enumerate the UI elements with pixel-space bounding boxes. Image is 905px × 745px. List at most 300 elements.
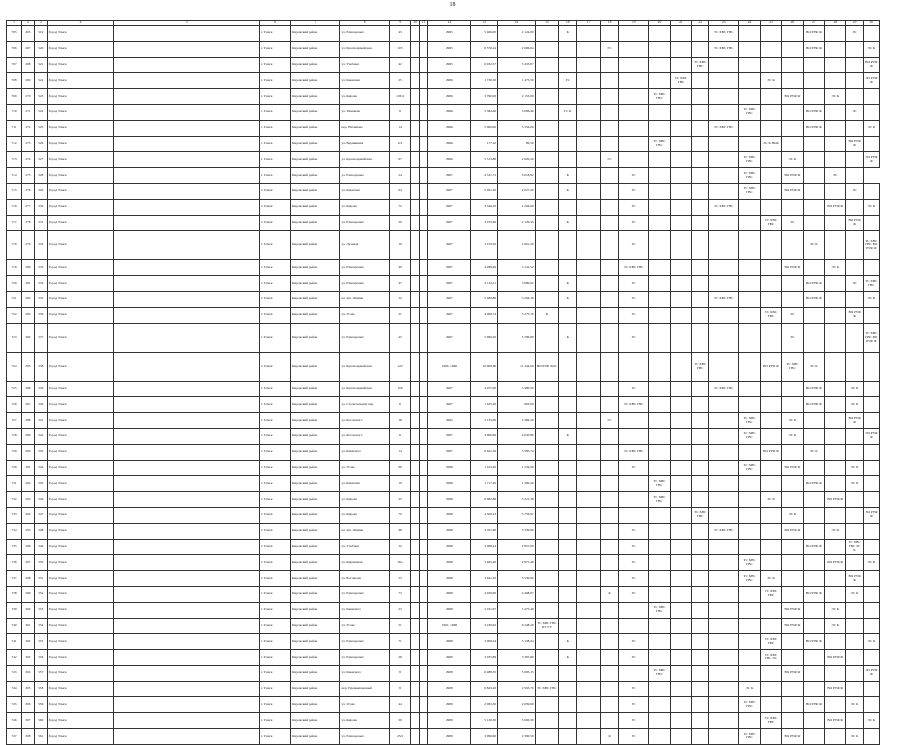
table-cell: [649, 215, 670, 231]
table-cell: [709, 215, 739, 231]
table-cell: 105: [389, 41, 410, 57]
table-cell: 530: [34, 199, 47, 215]
table-cell: [559, 681, 577, 697]
table-cell: 5 126,30: [471, 713, 498, 729]
table-cell: [803, 199, 824, 215]
table-cell: [692, 260, 709, 276]
table-cell: 3 080,02: [498, 276, 536, 292]
table-cell: [649, 352, 670, 381]
table-cell: [709, 444, 739, 460]
table-cell: [559, 199, 577, 215]
table-cell: [411, 307, 420, 323]
table-cell: 747: [7, 729, 22, 745]
table-cell: ТС ХВС ГВС: [739, 168, 760, 184]
table-cell: [709, 634, 739, 650]
table-cell: [782, 231, 803, 260]
column-number-header: 9: [389, 21, 410, 26]
table-cell: [739, 136, 760, 152]
table-cell: Город Томск: [47, 476, 113, 492]
table-cell: [619, 41, 649, 57]
table-cell: 275: [22, 168, 35, 184]
table-cell: г. Томск: [260, 152, 291, 168]
table-cell: 715: [7, 183, 22, 199]
table-cell: Кировский район: [291, 89, 340, 105]
table-cell: [692, 492, 709, 508]
table-cell: [670, 444, 691, 460]
table-cell: [601, 381, 619, 397]
table-cell: [760, 618, 781, 634]
table-cell: [863, 697, 879, 713]
table-cell: [419, 634, 428, 650]
column-number-header: 29: [846, 21, 863, 26]
table-cell: [419, 507, 428, 523]
table-cell: [411, 57, 420, 73]
table-cell: [825, 444, 846, 460]
table-cell: 6 082,86: [471, 492, 498, 508]
table-cell: ТС ХВС ГВС ВО РУФ Ф: [863, 323, 879, 352]
table-cell: [825, 586, 846, 602]
table-cell: ул. Елизаровых: [340, 215, 389, 231]
table-cell: [601, 57, 619, 73]
table-cell: К: [559, 26, 577, 42]
table-cell: ТС ХВС ГВС: [739, 729, 760, 745]
table-cell: К: [559, 215, 577, 231]
table-cell: Кировский район: [291, 260, 340, 276]
table-cell: [419, 26, 428, 42]
table-cell: [803, 650, 824, 666]
table-cell: ТС ХВС ГВС: [739, 413, 760, 429]
table-cell: [760, 428, 781, 444]
table-cell: Кировский район: [291, 428, 340, 444]
table-cell: [692, 618, 709, 634]
table-cell: Город Томск: [47, 260, 113, 276]
table-cell: [825, 323, 846, 352]
table-cell: 6 641,56: [471, 444, 498, 460]
table-cell: 746: [7, 713, 22, 729]
table-cell: Кировский район: [291, 460, 340, 476]
table-cell: [411, 523, 420, 539]
table-cell: ул. Тимакова: [340, 104, 389, 120]
table-cell: [692, 555, 709, 571]
table-cell: 545: [34, 476, 47, 492]
table-cell: [709, 73, 739, 89]
table-cell: ТС ХВС ГВС: [692, 352, 709, 381]
table-cell: [419, 571, 428, 587]
table-cell: 4 286,49: [471, 260, 498, 276]
table-cell: 529: [34, 183, 47, 199]
table-cell: ул. Елизаровых: [340, 729, 389, 745]
table-cell: ТС ХВС ГВС: [760, 586, 781, 602]
table-cell: ЭС К: [782, 413, 803, 429]
table-cell: ул. Кирова: [340, 492, 389, 508]
table-cell: ВО РУФ Ф: [825, 650, 846, 666]
table-cell: Город Томск: [47, 618, 113, 634]
table-cell: [411, 89, 420, 105]
table-cell: Город Томск: [47, 555, 113, 571]
table-cell: [670, 57, 691, 73]
table-cell: [709, 681, 739, 697]
table-cell: Город Томск: [47, 183, 113, 199]
table-cell: [846, 428, 863, 444]
table-cell: 269: [22, 73, 35, 89]
table-cell: ТС ХВС ГВС ВО РУФ Ф: [863, 231, 879, 260]
table-cell: 541: [34, 413, 47, 429]
table-cell: [803, 492, 824, 508]
table-cell: г. Томск: [260, 307, 291, 323]
table-cell: ул. Елизаровых: [340, 26, 389, 42]
table-row: [7, 136, 880, 152]
table-cell: 555: [34, 634, 47, 650]
table-cell: [114, 323, 260, 352]
table-cell: Город Томск: [47, 413, 113, 429]
table-cell: 742: [7, 650, 22, 666]
table-row: [7, 381, 880, 397]
table-cell: Город Томск: [47, 168, 113, 184]
table-cell: 3 000,30: [498, 713, 536, 729]
table-cell: [670, 555, 691, 571]
table-cell: 277: [22, 199, 35, 215]
table-cell: 28: [389, 650, 410, 666]
table-cell: [863, 215, 879, 231]
table-cell: ГС: [619, 729, 649, 745]
table-cell: [601, 697, 619, 713]
table-cell: 724: [7, 352, 22, 381]
table-cell: [411, 413, 420, 429]
table-cell: [846, 73, 863, 89]
table-cell: ГС: [619, 215, 649, 231]
table-cell: [825, 697, 846, 713]
table-cell: ЭС: [846, 183, 863, 199]
table-cell: [559, 152, 577, 168]
table-cell: ЭС К: [760, 73, 781, 89]
table-cell: [601, 460, 619, 476]
table-cell: [649, 231, 670, 260]
table-cell: [863, 476, 879, 492]
table-cell: [559, 120, 577, 136]
table-cell: ул. Красноармейская: [340, 381, 389, 397]
table-cell: [863, 444, 879, 460]
table-cell: [709, 586, 739, 602]
table-cell: 291: [22, 460, 35, 476]
table-cell: г. Томск: [260, 713, 291, 729]
table-cell: [846, 555, 863, 571]
table-cell: 2967: [428, 397, 471, 413]
table-cell: [535, 104, 559, 120]
table-cell: 67: [389, 152, 410, 168]
table-cell: 53: [389, 571, 410, 587]
table-cell: Город Томск: [47, 120, 113, 136]
table-cell: [739, 41, 760, 57]
table-cell: [419, 152, 428, 168]
table-cell: [709, 323, 739, 352]
table-cell: [692, 523, 709, 539]
table-cell: 560: [34, 713, 47, 729]
table-cell: [535, 291, 559, 307]
table-cell: [559, 571, 577, 587]
table-cell: ул. Елизаровых: [340, 260, 389, 276]
table-cell: ЭС К НОК: [760, 136, 781, 152]
column-number-header: 18: [601, 21, 619, 26]
table-cell: [846, 57, 863, 73]
table-cell: 49: [389, 260, 410, 276]
table-cell: 533: [34, 260, 47, 276]
table-cell: [692, 323, 709, 352]
table-cell: 286: [22, 381, 35, 397]
table-cell: г. Томск: [260, 729, 291, 745]
table-cell: [803, 571, 824, 587]
table-cell: 729: [7, 444, 22, 460]
table-cell: [411, 539, 420, 555]
table-cell: [739, 650, 760, 666]
table-cell: 3 909,24: [471, 634, 498, 650]
table-cell: [114, 136, 260, 152]
table-cell: ВО РУФ Ф: [803, 291, 824, 307]
table-cell: К: [559, 291, 577, 307]
table-cell: 276: [22, 183, 35, 199]
table-cell: Город Томск: [47, 650, 113, 666]
table-cell: [846, 618, 863, 634]
table-cell: 558: [34, 681, 47, 697]
table-cell: 3 480,20: [498, 381, 536, 397]
table-cell: [846, 260, 863, 276]
table-cell: [825, 26, 846, 42]
table-cell: [577, 323, 601, 352]
table-cell: ЭС К: [825, 89, 846, 105]
table-cell: [825, 665, 846, 681]
table-cell: [411, 260, 420, 276]
table-cell: Кировский район: [291, 492, 340, 508]
table-cell: [649, 428, 670, 444]
table-cell: [760, 460, 781, 476]
table-row: [7, 352, 880, 381]
table-cell: [825, 41, 846, 57]
table-cell: [535, 89, 559, 105]
table-cell: ГС К: [559, 104, 577, 120]
table-cell: [559, 57, 577, 73]
table-cell: ВО РУФ Ф: [782, 460, 803, 476]
table-cell: ул. Красноармейская: [340, 352, 389, 381]
table-row: [7, 586, 880, 602]
table-cell: [114, 291, 260, 307]
table-cell: 5 385,74: [498, 444, 536, 460]
table-cell: ГС: [619, 586, 649, 602]
table-cell: [670, 168, 691, 184]
table-cell: 735: [7, 539, 22, 555]
table-cell: [114, 618, 260, 634]
table-cell: ТС ХВС ГВС: [782, 352, 803, 381]
table-cell: [670, 460, 691, 476]
table-cell: 2 294,60: [498, 199, 536, 215]
table-cell: [649, 26, 670, 42]
table-cell: 2967: [428, 199, 471, 215]
table-cell: [601, 183, 619, 199]
table-cell: 536: [34, 307, 47, 323]
table-cell: ТС ХВС ГВС ЭС: [760, 650, 781, 666]
table-cell: Город Томск: [47, 634, 113, 650]
table-cell: К: [559, 183, 577, 199]
table-cell: [760, 152, 781, 168]
table-cell: ул. Красноармейская: [340, 152, 389, 168]
table-cell: ВО РУФ Ф: [760, 352, 781, 381]
table-cell: 2963: [428, 26, 471, 42]
table-cell: [114, 586, 260, 602]
table-cell: г. Томск: [260, 460, 291, 476]
table-cell: [535, 507, 559, 523]
table-cell: [846, 199, 863, 215]
table-cell: [739, 618, 760, 634]
table-cell: Кировский район: [291, 231, 340, 260]
table-cell: [825, 57, 846, 73]
table-cell: [619, 89, 649, 105]
table-cell: [670, 215, 691, 231]
table-cell: [760, 602, 781, 618]
table-cell: [649, 307, 670, 323]
table-cell: 524: [34, 104, 47, 120]
table-cell: 18: [389, 413, 410, 429]
table-cell: [411, 665, 420, 681]
table-cell: [760, 697, 781, 713]
table-cell: 3 790,00: [471, 89, 498, 105]
table-cell: [601, 539, 619, 555]
table-cell: 2966: [428, 104, 471, 120]
table-cell: 2969: [428, 650, 471, 666]
table-cell: [559, 602, 577, 618]
table-cell: 300: [22, 602, 35, 618]
table-cell: [535, 323, 559, 352]
table-cell: 520: [34, 41, 47, 57]
table-cell: пер. Промышленный: [340, 681, 389, 697]
table-cell: [114, 413, 260, 429]
table-cell: 2966: [428, 136, 471, 152]
table-cell: [649, 73, 670, 89]
column-number-header: 23: [709, 21, 739, 26]
column-number-header: 5: [114, 21, 260, 26]
table-cell: [739, 26, 760, 42]
table-cell: [601, 215, 619, 231]
table-cell: ЭС: [846, 276, 863, 292]
table-cell: 70: [389, 507, 410, 523]
table-cell: ЭО РУФ Ф: [863, 73, 879, 89]
table-cell: 745: [7, 697, 22, 713]
table-cell: ул. Кирова: [340, 713, 389, 729]
table-cell: 4 468,07: [498, 586, 536, 602]
table-cell: [411, 120, 420, 136]
table-cell: г. Томск: [260, 586, 291, 602]
table-cell: [803, 323, 824, 352]
table-cell: 728: [7, 428, 22, 444]
table-cell: [601, 136, 619, 152]
table-cell: 3 294,30: [498, 291, 536, 307]
table-cell: 5 480,80: [471, 291, 498, 307]
table-cell: [535, 571, 559, 587]
table-cell: [577, 276, 601, 292]
table-cell: [760, 41, 781, 57]
table-cell: 2965: [428, 57, 471, 73]
table-cell: [619, 26, 649, 42]
table-cell: 557: [34, 665, 47, 681]
table-cell: Город Томск: [47, 352, 113, 381]
table-cell: [411, 492, 420, 508]
table-cell: Кировский район: [291, 26, 340, 42]
table-cell: [782, 571, 803, 587]
table-cell: [601, 260, 619, 276]
table-cell: ЭО РУФ Ф: [863, 665, 879, 681]
table-cell: ГС: [619, 523, 649, 539]
table-cell: [559, 539, 577, 555]
table-cell: [782, 681, 803, 697]
table-cell: [739, 120, 760, 136]
table-cell: 298: [22, 571, 35, 587]
table-cell: [114, 523, 260, 539]
table-cell: [670, 492, 691, 508]
table-cell: [419, 323, 428, 352]
table-cell: [782, 73, 803, 89]
table-cell: [803, 618, 824, 634]
table-cell: пл. им. Ленина: [340, 523, 389, 539]
table-cell: [760, 260, 781, 276]
table-cell: [601, 602, 619, 618]
table-cell: 8: [389, 665, 410, 681]
table-cell: [846, 231, 863, 260]
table-cell: ЭС К: [782, 507, 803, 523]
table-cell: 2 563,70: [498, 681, 536, 697]
table-cell: 732: [7, 492, 22, 508]
table-cell: [825, 152, 846, 168]
table-cell: 719: [7, 260, 22, 276]
table-cell: ЭС К: [760, 492, 781, 508]
table-cell: [577, 476, 601, 492]
table-cell: ВО РУФ Ф: [825, 492, 846, 508]
table-cell: [670, 428, 691, 444]
table-cell: ГС: [619, 539, 649, 555]
table-cell: [670, 650, 691, 666]
table-cell: [577, 307, 601, 323]
table-cell: [692, 136, 709, 152]
table-cell: Кировский район: [291, 307, 340, 323]
table-cell: [114, 276, 260, 292]
table-cell: ул. Котовского: [340, 413, 389, 429]
column-number-header: 17: [577, 21, 601, 26]
table-cell: ВО РУФ Ф: [782, 89, 803, 105]
column-number-header: 3: [34, 21, 47, 26]
table-cell: [577, 555, 601, 571]
table-cell: [559, 618, 577, 634]
table-cell: 103/4: [389, 89, 410, 105]
table-cell: [649, 291, 670, 307]
table-cell: г. Томск: [260, 397, 291, 413]
column-number-header: 11: [419, 21, 428, 26]
table-cell: [782, 57, 803, 73]
table-cell: [709, 618, 739, 634]
table-cell: [782, 539, 803, 555]
table-cell: [411, 397, 420, 413]
table-cell: [649, 260, 670, 276]
table-cell: [782, 397, 803, 413]
table-cell: [619, 413, 649, 429]
table-cell: [709, 168, 739, 184]
table-cell: [739, 397, 760, 413]
table-row: [7, 183, 880, 199]
table-cell: [419, 276, 428, 292]
table-cell: 739: [7, 602, 22, 618]
table-cell: [692, 89, 709, 105]
table-cell: [577, 73, 601, 89]
table-cell: [114, 460, 260, 476]
table-cell: [411, 352, 420, 381]
table-cell: [114, 120, 260, 136]
table-cell: [114, 713, 260, 729]
table-cell: 547: [34, 507, 47, 523]
